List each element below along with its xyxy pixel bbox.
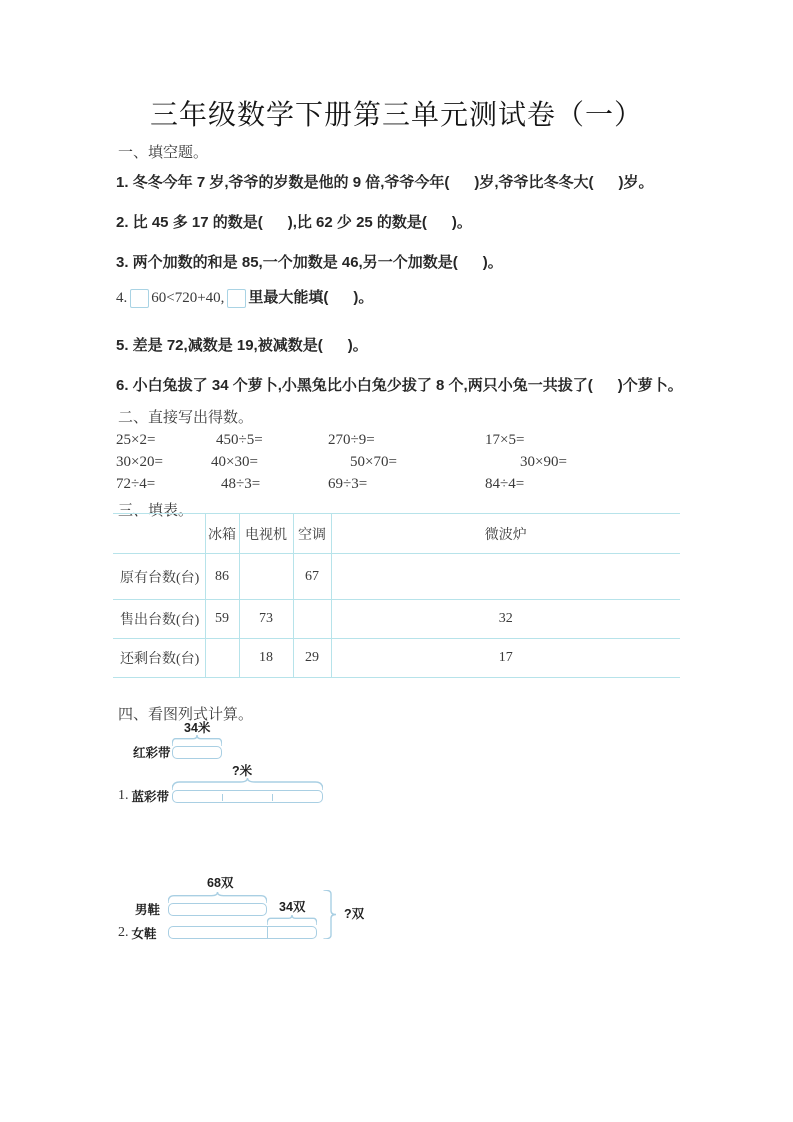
blank-square-icon	[227, 289, 246, 308]
overbrace-icon	[172, 778, 323, 790]
segment-tick-icon	[222, 794, 223, 801]
men-68-label: 68双	[207, 876, 234, 890]
overbrace-icon	[172, 735, 222, 746]
table-row-label: 售出台数(台)	[113, 600, 205, 639]
men-shoes-bar	[168, 903, 267, 916]
equation: 50×70=	[350, 454, 397, 470]
question-2: 2. 比 45 多 17 的数是( ),比 62 少 25 的数是( )。	[116, 214, 472, 231]
table-cell	[239, 554, 293, 600]
red-ribbon-bar	[172, 746, 222, 759]
question-4	[116, 287, 373, 309]
ribbon-34m-label: 34米	[184, 721, 211, 735]
segment-divider-icon	[267, 927, 268, 938]
table-cell	[293, 600, 331, 639]
question-6: 6. 小白兔拔了 34 个萝卜,小黑兔比小白兔少拔了 8 个,两只小兔一共拔了( )个萝卜。	[116, 377, 683, 394]
question-4-inequality: 60<720+40,	[151, 290, 225, 306]
total-pairs-label: ?双	[344, 907, 365, 921]
extra-34-label: 34双	[279, 900, 306, 914]
equation: 270÷9=	[328, 432, 375, 448]
ribbon-total-label: ?米	[232, 764, 253, 778]
right-brace-icon	[323, 890, 336, 939]
table-cell	[331, 554, 680, 600]
women-shoes-label-row	[118, 924, 157, 942]
table-header-row	[113, 514, 680, 554]
equation: 30×20=	[116, 454, 163, 470]
table-row	[113, 600, 680, 639]
equation: 84÷4=	[485, 476, 525, 492]
segment-tick-icon	[272, 794, 273, 801]
equation: 48÷3=	[221, 476, 261, 492]
table-row-label: 还剩台数(台)	[113, 639, 205, 678]
table-column-header: 微波炉	[331, 514, 680, 554]
equation: 69÷3=	[328, 476, 368, 492]
equation: 30×90=	[520, 454, 567, 470]
table-cell: 73	[239, 600, 293, 639]
men-shoes-label: 男鞋	[135, 903, 161, 917]
question-4-text: 里最大能填( )。	[248, 289, 374, 306]
question-4-number: 4.	[116, 290, 128, 306]
table-cell: 32	[331, 600, 680, 639]
item-number: 2.	[118, 925, 129, 940]
blue-ribbon-label-row	[118, 787, 169, 805]
table-column-header: 空调	[293, 514, 331, 554]
section-1-heading: 一、填空题。	[118, 145, 209, 161]
blank-square-icon	[130, 289, 149, 308]
women-shoes-bar	[168, 926, 317, 939]
equation: 40×30=	[211, 454, 258, 470]
women-shoes-label: 女鞋	[131, 927, 157, 941]
red-ribbon-label: 红彩带	[133, 746, 171, 760]
diagram-shoes	[118, 874, 418, 949]
section-4-heading: 四、看图列式计算。	[118, 707, 254, 723]
blue-ribbon-label: 蓝彩带	[131, 790, 170, 804]
table-cell	[205, 639, 239, 678]
equation: 450÷5=	[216, 432, 263, 448]
table-column-header: 电视机	[239, 514, 293, 554]
table-cell: 67	[293, 554, 331, 600]
page-title: 三年级数学下册第三单元测试卷（一）	[149, 100, 643, 131]
section-2-heading: 二、直接写出得数。	[118, 410, 254, 426]
table-row-label: 原有台数(台)	[113, 554, 205, 600]
table-cell: 29	[293, 639, 331, 678]
table-row	[113, 639, 680, 678]
table-row	[113, 554, 680, 600]
overbrace-icon	[168, 892, 267, 903]
overbrace-icon	[267, 915, 317, 925]
equation: 17×5=	[485, 432, 525, 448]
equation: 25×2=	[116, 432, 156, 448]
section-3-heading: 三、填表。	[118, 503, 194, 519]
table-corner-cell	[113, 514, 205, 554]
table-cell: 59	[205, 600, 239, 639]
diagram-ribbons	[118, 718, 398, 810]
question-1: 1. 冬冬今年 7 岁,爷爷的岁数是他的 9 倍,爷爷今年( )岁,爷爷比冬冬大( )岁。	[116, 174, 654, 191]
inventory-table	[113, 513, 680, 678]
table-cell: 17	[331, 639, 680, 678]
equation: 72÷4=	[116, 476, 156, 492]
blue-ribbon-bar	[172, 790, 323, 803]
question-3: 3. 两个加数的和是 85,一个加数是 46,另一个加数是( )。	[116, 254, 503, 271]
item-number: 1.	[118, 788, 129, 803]
question-5: 5. 差是 72,减数是 19,被减数是( )。	[116, 337, 368, 354]
table-column-header: 冰箱	[205, 514, 239, 554]
table-cell: 86	[205, 554, 239, 600]
table-cell: 18	[239, 639, 293, 678]
